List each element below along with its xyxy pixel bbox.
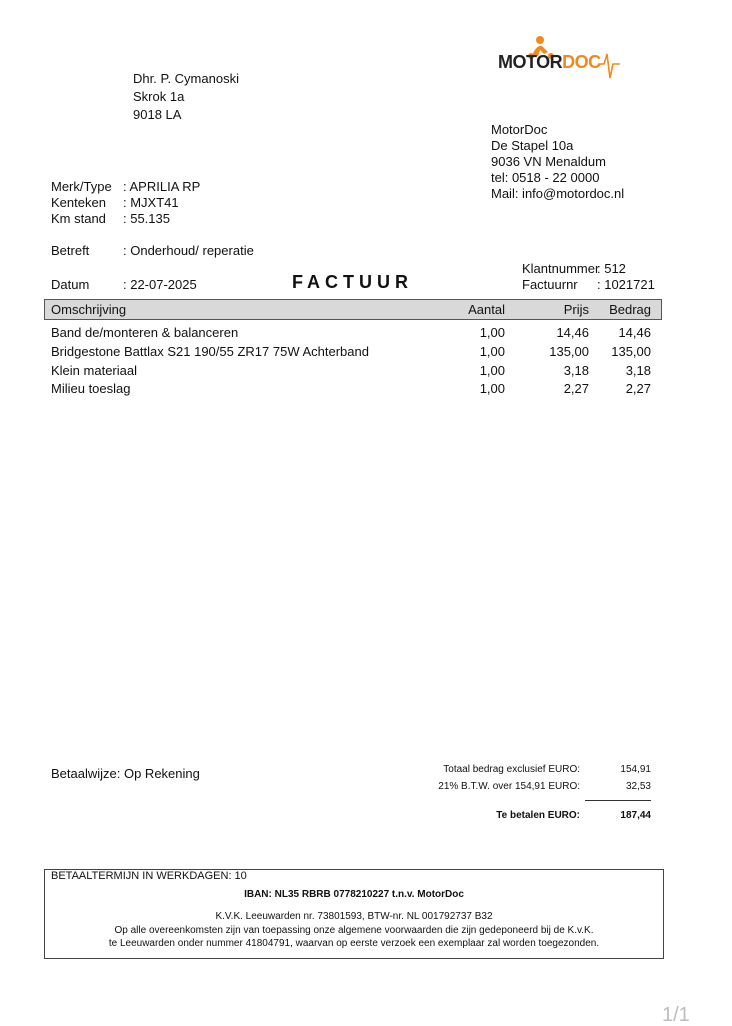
iban-line: IBAN: NL35 RBRB 0778210227 t.n.v. MotorDoc xyxy=(244,889,464,900)
row-description: Milieu toeslag xyxy=(51,381,131,396)
row-quantity: 1,00 xyxy=(479,381,505,396)
document-title: FACTUUR xyxy=(292,272,413,292)
header-amount: Bedrag xyxy=(609,302,651,317)
row-amount: 3,18 xyxy=(625,363,651,378)
logo-text-doc: DOC xyxy=(562,52,601,72)
row-price: 2,27 xyxy=(563,381,589,396)
kvk-line: K.V.K. Leeuwarden nr. 73801593, BTW-nr. NL 001792737 B32 xyxy=(215,911,493,922)
invoice-number-label: Factuurnr xyxy=(522,277,578,292)
vat-label: 21% B.T.W. over 154,91 EURO: xyxy=(438,781,580,792)
totals-divider xyxy=(585,800,651,801)
table-row xyxy=(51,325,651,341)
row-description: Band de/monteren & balanceren xyxy=(51,325,239,340)
vat-value: 32,53 xyxy=(625,781,651,792)
invoice-number-value: : 1021721 xyxy=(597,277,655,292)
date-value: : 22-07-2025 xyxy=(123,277,197,292)
table-row xyxy=(51,381,651,397)
terms-line-2: te Leeuwarden onder nummer 41804791, waarvan op eerste verzoek een exemplaar zal worden toegezonden. xyxy=(108,938,600,949)
row-quantity: 1,00 xyxy=(479,363,505,378)
company-name: MotorDoc xyxy=(491,122,548,137)
recipient-address xyxy=(133,71,239,125)
header-quantity: Aantal xyxy=(468,302,505,317)
amount-due-value: 187,44 xyxy=(620,810,651,821)
subject-label: Betreft xyxy=(51,243,90,258)
terms-line-1: Op alle overeenkomsten zijn van toepassing onze algemene voorwaarden die zijn gedeponeerd bij de K.v.K. xyxy=(114,925,594,936)
brand-label: Merk/Type xyxy=(51,179,112,194)
vehicle-info xyxy=(51,179,251,227)
table-row xyxy=(51,363,651,379)
payment-method: Betaalwijze: Op Rekening xyxy=(51,766,200,781)
km-value: : 55.135 xyxy=(123,211,170,226)
payment-term: BETAALTERMIJN IN WERKDAGEN: 10 xyxy=(51,870,247,882)
company-city: 9036 VN Menaldum xyxy=(491,154,606,169)
customer-number-value: : 512 xyxy=(597,261,626,276)
row-quantity: 1,00 xyxy=(479,325,505,340)
company-phone: tel: 0518 - 22 0000 xyxy=(491,170,600,185)
company-street: De Stapel 10a xyxy=(491,138,574,153)
row-description: Bridgestone Battlax S21 190/55 ZR17 75W Achterband xyxy=(51,344,369,359)
recipient-street: Skrok 1a xyxy=(133,89,185,104)
km-label: Km stand xyxy=(51,211,106,226)
table-header-labels xyxy=(51,302,651,318)
subject-value: : Onderhoud/ reperatie xyxy=(123,243,254,258)
page-number: 1/1 xyxy=(662,1004,690,1026)
company-address xyxy=(491,122,624,202)
motordoc-logo xyxy=(496,34,622,88)
logo-text-motor: MOTOR xyxy=(498,52,563,72)
recipient-city: 9018 LA xyxy=(133,107,182,122)
plate-value: : MJXT41 xyxy=(123,195,179,210)
table-row xyxy=(51,344,651,360)
date-label: Datum xyxy=(51,277,90,292)
row-quantity: 1,00 xyxy=(479,344,505,359)
brand-value: : APRILIA RP xyxy=(123,179,201,194)
row-price: 135,00 xyxy=(549,344,589,359)
amount-due-label: Te betalen EURO: xyxy=(496,810,580,821)
row-amount: 14,46 xyxy=(618,325,651,340)
recipient-name: Dhr. P. Cymanoski xyxy=(133,71,239,86)
header-description: Omschrijving xyxy=(51,302,127,317)
customer-number-label: Klantnummer xyxy=(522,261,600,276)
row-price: 3,18 xyxy=(563,363,589,378)
company-mail: Mail: info@motordoc.nl xyxy=(491,186,625,201)
row-price: 14,46 xyxy=(556,325,589,340)
plate-label: Kenteken xyxy=(51,195,106,210)
row-amount: 135,00 xyxy=(611,344,651,359)
header-price: Prijs xyxy=(563,302,589,317)
total-excl-value: 154,91 xyxy=(620,764,651,775)
total-excl-label: Totaal bedrag exclusief EURO: xyxy=(443,764,580,775)
row-amount: 2,27 xyxy=(625,381,651,396)
row-description: Klein materiaal xyxy=(51,363,137,378)
